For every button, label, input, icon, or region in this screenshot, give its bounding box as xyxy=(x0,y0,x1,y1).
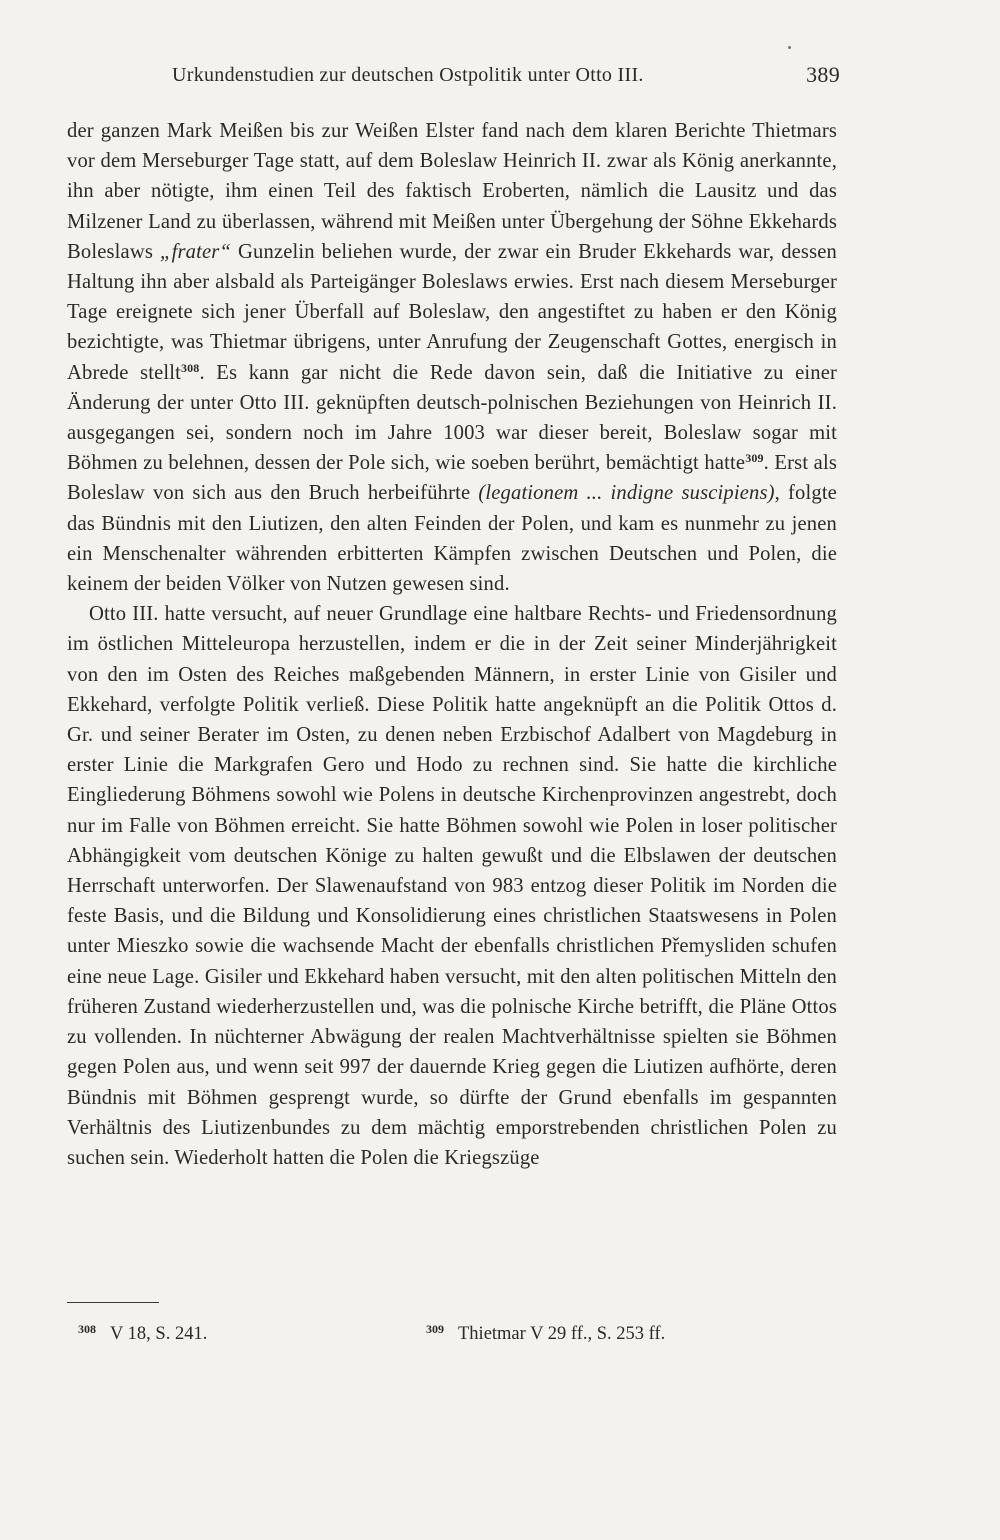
paragraph-2: Otto III. hatte versucht, auf neuer Grundlage eine haltbare Rechts- und Friedensordnung im östlichen Mitteleuropa herzustellen, indem er die in der Zeit seiner Minderjährigkeit von den im Osten des Reiches maßgebenden Männern, in erster Linie von Gisiler und Ekkehard, verfolgte Politik verließ. Diese Politik hatte angeknüpft an die Politik Ottos d. Gr. und seiner Berater im Osten, zu denen neben Erzbischof Adalbert von Magdeburg in erster Linie die Markgrafen Gero und Hodo zu rechnen sind. Sie hatte die kirchliche Eingliederung Böhmens sowohl wie Polens in deutsche Kirchenprovinzen angestrebt, doch nur im Falle von Böhmen erreicht. Sie hatte Böhmen sowohl wie Polen in loser politischer Abhängigkeit vom deutschen Könige zu halten gewußt und die Elbslawen der deutschen Herrschaft unterworfen. Der Slawenaufstand von 983 entzog dieser Politik im Norden die feste Basis, und die Bildung und Konsolidierung eines christlichen Staatswesens in Polen unter Mieszko sowie die wachsende Macht der ebenfalls christlichen Přemysliden schufen eine neue Lage. Gisiler und Ekkehard haben versucht, mit den alten politischen Mitteln den früheren Zustand wiederherzustellen und, was die polnische Kirche betrifft, die Pläne Ottos zu vollenden. In nüchterner Abwägung der realen Machtverhältnisse spielten sie Böhmen gegen Polen aus, und wenn seit 997 der dauernde Krieg gegen die Liutizen aufhörte, deren Bündnis mit Böhmen gesprengt wurde, so dürfte der Grund ebenfalls im gespannten Verhältnis des Liutizenbundes zu dem mächtig emporstrebenden christlichen Polen zu suchen sein. Wiederholt hatten die Polen die Kriegszüge xyxy=(67,603,837,1169)
paragraph-1-text-d: . Erst als Boleslaw von sich aus den Bruch herbeiführte xyxy=(67,452,837,505)
footnote-308 xyxy=(78,1322,207,1345)
footnote-ref-309[interactable]: 309 xyxy=(745,451,764,466)
footnote-309-text: Thietmar V 29 ff., S. 253 ff. xyxy=(458,1324,666,1344)
page-number: 389 xyxy=(806,62,840,87)
footnote-ref-308[interactable]: 308 xyxy=(181,360,200,375)
print-speck xyxy=(788,46,791,49)
paragraph-1-text-a: der ganzen Mark Meißen bis zur Weißen Elster fand nach dem klaren Berichte Thietmars vor dem Merseburger Tage statt, auf dem Boleslaw Heinrich II. zwar als König anerkannte, ihn aber nötigte, ihm einen Teil des faktisch Eroberten, nämlich die Lausitz und das Milzener Land zu überlassen, während mit Meißen unter Übergehung der Söhne Ekkehards Boleslaws xyxy=(67,120,837,263)
running-title: Urkundenstudien zur deutschen Ostpolitik unter Otto III. xyxy=(172,64,644,86)
paragraph-1-text-e: , folgte das Bündnis mit den Liutizen, den alten Feinden der Polen, und kam es nunmehr zu jenen ein Menschenalter währenden erbitterten Kämpfen zwischen Deutschen und Polen, die keinem der beiden Völker von Nutzen gewesen sind. xyxy=(67,482,837,596)
latin-quote: (legationem ... indigne suscipiens) xyxy=(478,482,775,505)
footnote-308-text: V 18, S. 241. xyxy=(110,1324,208,1344)
frater-quote: „frater“ xyxy=(160,240,232,263)
page-header xyxy=(172,64,840,98)
footnote-309 xyxy=(426,1322,665,1345)
paragraph-1-text-b: Gunzelin beliehen wurde, der zwar ein Bruder Ekkehards war, dessen Haltung ihn aber alsbald als Parteigänger Boleslaws erwies. Erst nach diesem Merseburger Tage ereignete sich jener Überfall auf Boleslaw, den angestiftet zu haben er den König bezichtigte, was Thietmar übrigens, unter Anrufung der Zeugenschaft Gottes, energisch in Abrede stellt xyxy=(67,240,837,384)
paragraph-1-text-c: . Es kann gar nicht die Rede davon sein, daß die Initiative zu einer Änderung der unter Otto III. geknüpften deutsch-polnischen Beziehungen von Heinrich II. ausgegangen sei, sondern noch im Jahre 1003 war dieser bereit, Boleslaw sogar mit Böhmen zu belehnen, dessen der Pole sich, wie soeben berührt, bemächtigt hatte xyxy=(67,361,838,475)
footnote-309-mark: 309 xyxy=(426,1322,444,1336)
footnotes xyxy=(0,1322,1000,1352)
footnote-rule xyxy=(67,1302,159,1303)
footnote-308-mark: 308 xyxy=(78,1322,96,1336)
paragraph-1 xyxy=(67,116,837,599)
body-text xyxy=(67,116,837,1173)
